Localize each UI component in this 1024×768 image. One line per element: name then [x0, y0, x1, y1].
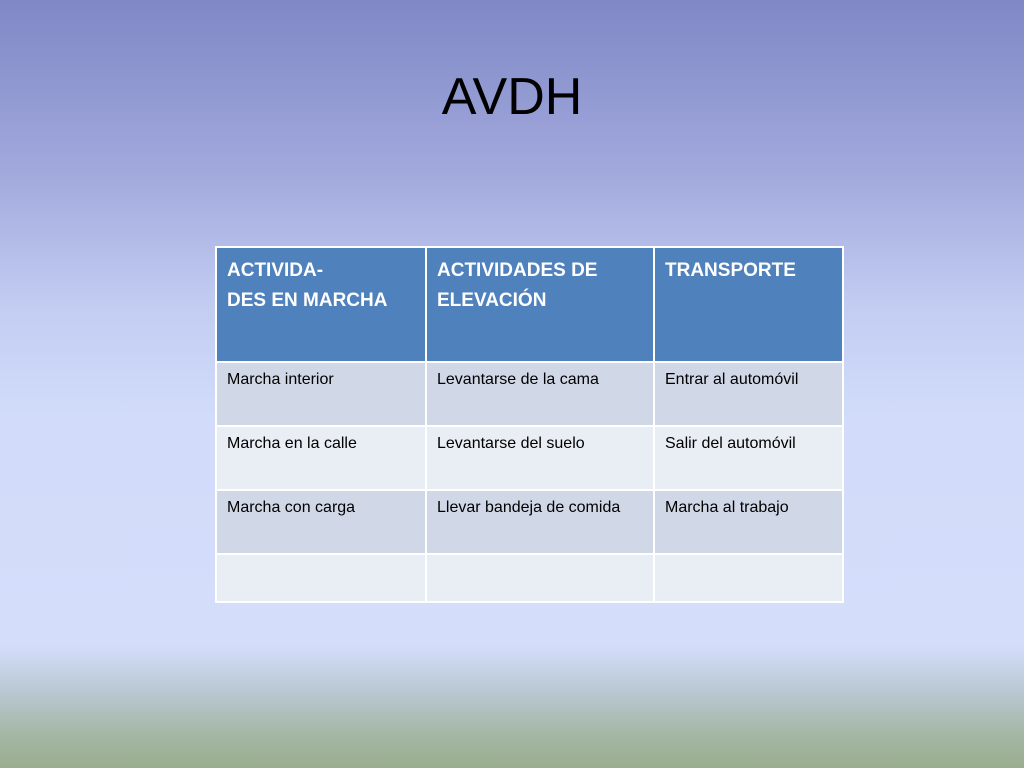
- table-cell: Llevar bandeja de comida: [426, 490, 654, 554]
- table-cell: Marcha con carga: [216, 490, 426, 554]
- header-cell-actividades-en-marcha: ACTIVIDA- DES EN MARCHA: [216, 247, 426, 362]
- table-cell: Marcha interior: [216, 362, 426, 426]
- table-row-empty: [216, 554, 843, 602]
- table-cell: [426, 554, 654, 602]
- table-row: [216, 362, 843, 426]
- table-header-row: [216, 247, 843, 362]
- slide-title: AVDH: [441, 68, 583, 126]
- table-cell: Salir del automóvil: [654, 426, 843, 490]
- table-row: [216, 490, 843, 554]
- table-cell: Entrar al automóvil: [654, 362, 843, 426]
- header-cell-transporte: TRANSPORTE: [654, 247, 843, 362]
- table-cell: [654, 554, 843, 602]
- table-cell: [216, 554, 426, 602]
- table-cell: Levantarse de la cama: [426, 362, 654, 426]
- table-cell: Levantarse del suelo: [426, 426, 654, 490]
- header-cell-actividades-de-elevacion: ACTIVIDADES DE ELEVACIÓN: [426, 247, 654, 362]
- table-cell: Marcha al trabajo: [654, 490, 843, 554]
- table-cell: Marcha en la calle: [216, 426, 426, 490]
- avdh-table: [215, 246, 844, 603]
- table-row: [216, 426, 843, 490]
- avdh-table-container: [215, 246, 842, 603]
